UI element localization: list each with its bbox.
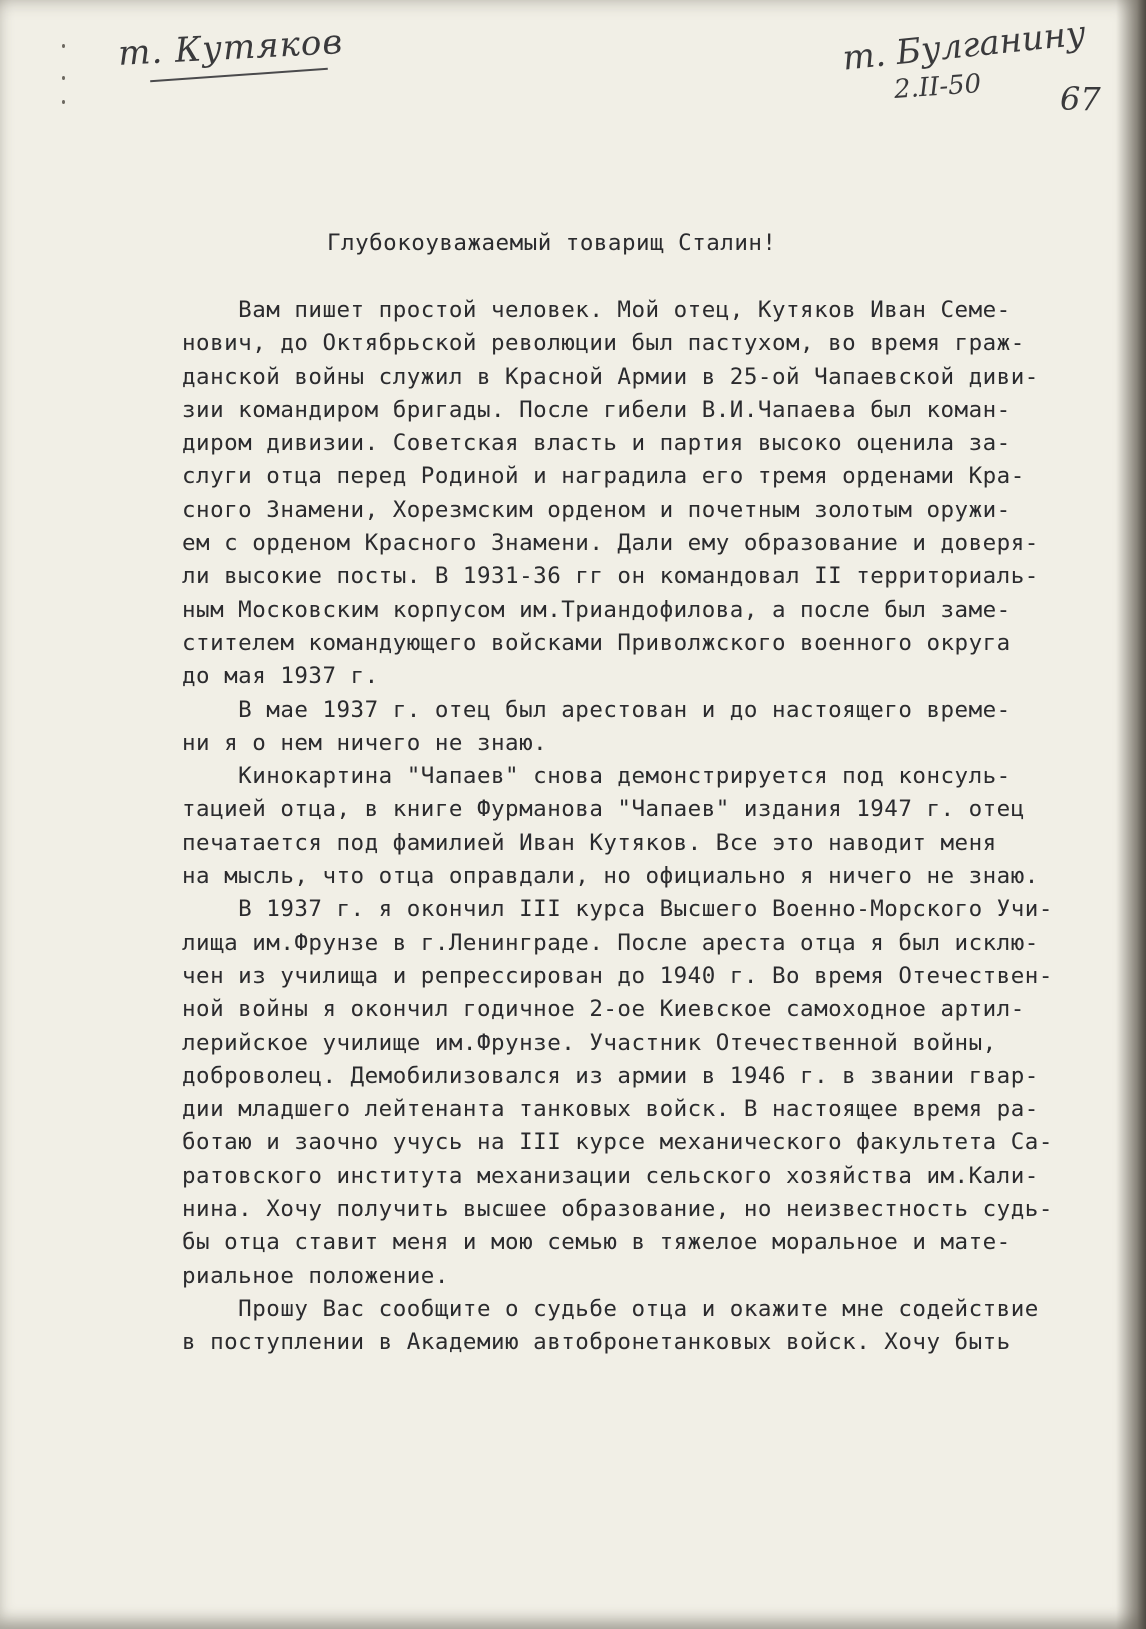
letter-line: Вам пишет простой человек. Мой отец, Кутяков Иван Семе-	[182, 297, 1011, 323]
letter-line: ным Московским корпусом им.Триандофилова, а после был заме-	[182, 596, 1011, 623]
letter-line: слуги отца перед Родиной и наградила его тремя орденами Кра-	[182, 463, 1025, 490]
letter-line: до мая 1937 г.	[182, 663, 379, 690]
letter-line: диром дивизии. Советская власть и партия высоко оценила за-	[182, 430, 1011, 457]
letter-line: дии младшего лейтенанта танковых войск. В настоящее время ра-	[182, 1096, 1039, 1123]
letter-line: печатается под фамилией Иван Кутяков. Все это наводит меня	[182, 829, 997, 856]
punch-mark	[62, 76, 65, 80]
letter-line: тацией отца, в книге Фурманова "Чапаев" издания 1947 г. отец	[182, 796, 1025, 823]
letter-line: сного Знамени, Хорезмским орденом и почетным золотым оружи-	[182, 496, 1011, 523]
letter-line: ботаю и заочно учусь на III курсе механического факультета Са-	[182, 1129, 1053, 1156]
letter-line: зии командиром бригады. После гибели В.И.Чапаева был коман-	[182, 396, 1011, 423]
punch-mark	[62, 100, 65, 104]
letter-line: Кинокартина "Чапаев" снова демонстрируется под консуль-	[182, 763, 1011, 790]
letter-line: в поступлении в Академию автобронетанковых войск. Хочу быть	[182, 1329, 1011, 1356]
punch-mark	[62, 44, 65, 48]
letter-line: данской войны служил в Красной Армии в 25-ой Чапаевской диви-	[182, 363, 1039, 390]
letter-line: риальное положение.	[182, 1262, 449, 1289]
letter-line: лерийское училище им.Фрунзе. Участник Отечественной войны,	[182, 1029, 997, 1056]
letter-line: ной войны я окончил годичное 2-ое Киевское самоходное артил-	[182, 996, 1025, 1023]
letter-line: лища им.Фрунзе в г.Ленинграде. После ареста отца я был исклю-	[182, 929, 1039, 956]
handwritten-note-right: т. Булганину	[840, 13, 1088, 79]
letter-line: нович, до Октябрьской революции был пастухом, во время граж-	[182, 330, 1025, 357]
letter-line: ли высокие посты. В 1931-36 гг он командовал II территориаль-	[182, 563, 1039, 590]
letter-line: стителем командующего войсками Приволжского военного округа	[182, 629, 1011, 656]
letter-line: Прошу Вас сообщите о судьбе отца и окажите мне содействие	[182, 1295, 1039, 1322]
letter-line: бы отца ставит меня и мою семью в тяжелое моральное и мате-	[182, 1229, 1011, 1256]
handwritten-date: 2.II-50	[893, 68, 983, 106]
handwritten-note-left: т. Кутяков	[117, 22, 345, 74]
page-edge-shadow	[1116, 0, 1146, 1629]
letter-line: на мысль, что отца оправдали, но официально я ничего не знаю.	[182, 863, 1039, 890]
letter-line: В мае 1937 г. отец был арестован и до настоящего време-	[182, 696, 1011, 723]
letter-line: В 1937 г. я окончил III курса Высшего Военно-Морского Учи-	[182, 896, 1053, 923]
letter-line: чен из училища и репрессирован до 1940 г. Во время Отечествен-	[182, 962, 1053, 989]
page-number: 67	[1060, 80, 1101, 118]
letter-line: ем с орденом Красного Знамени. Дали ему образование и доверя-	[182, 530, 1039, 557]
letter-line: доброволец. Демобилизовался из армии в 1946 г. в звании гвар-	[182, 1062, 1039, 1089]
letter-text	[182, 294, 1053, 1360]
letter-line: ни я о нем ничего не знаю.	[182, 729, 548, 756]
letter-line: ратовского института механизации сельского хозяйства им.Кали-	[182, 1162, 1039, 1189]
letter-line: нина. Хочу получить высшее образование, но неизвестность судь-	[182, 1196, 1053, 1223]
letter-salutation: Глубокоуважаемый товарищ Сталин!	[327, 230, 777, 256]
